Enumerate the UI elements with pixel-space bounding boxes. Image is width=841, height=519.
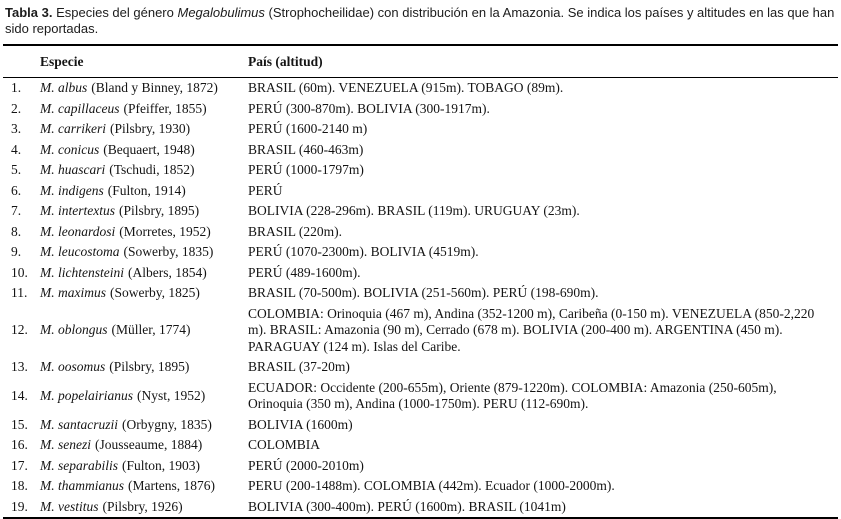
- table-row: [3, 181, 838, 202]
- species-cell: [40, 140, 248, 161]
- row-number: 16.: [11, 437, 28, 452]
- country-altitude-cell: PERÚ: [248, 182, 283, 198]
- row-number: 9.: [11, 244, 22, 259]
- country-altitude-cell: BOLIVIA (228-296m). BRASIL (119m). URUGUAY (23m).: [248, 203, 580, 218]
- row-number: 4.: [11, 141, 22, 157]
- column-header-pais: País (altitud): [248, 45, 838, 78]
- species-author: (Fulton, 1914): [107, 182, 186, 198]
- species-author: (Martens, 1876): [128, 478, 215, 493]
- row-number: 14.: [11, 387, 28, 403]
- species-name: M. intertextus: [40, 203, 115, 218]
- table-row: [3, 78, 838, 99]
- row-number: 6.: [11, 182, 22, 198]
- species-cell: [40, 99, 248, 120]
- table-row: [3, 476, 838, 497]
- species-name: M. vestitus: [40, 498, 99, 514]
- country-altitude-cell: ECUADOR: Occidente (200-655m), Oriente (879-1220m). COLOMBIA: Amazonia (250-605m), Orinoquia (350 m), Andina (1000-1750m). PERU (112-690m).: [248, 379, 777, 411]
- species-author: (Albers, 1854): [127, 264, 207, 280]
- table-row: [3, 497, 838, 519]
- species-author: (Tschudi, 1852): [109, 162, 195, 177]
- table-row: [3, 119, 838, 140]
- table-row: [3, 222, 838, 243]
- species-cell: [40, 497, 248, 519]
- caption-text-after: (Strophocheilidae) con distribución en la Amazonia. Se indica los países y altitudes en las que han sido reportadas.: [5, 5, 835, 36]
- species-name: M. huascari: [40, 162, 106, 177]
- table-row: [3, 304, 838, 358]
- row-number: 18.: [11, 478, 28, 493]
- table-row: [3, 140, 838, 161]
- species-cell: [40, 378, 248, 415]
- species-cell: [40, 242, 248, 263]
- species-author: (Sowerby, 1835): [123, 244, 214, 259]
- species-name: M. popelairianus: [40, 387, 133, 403]
- species-cell: [40, 357, 248, 378]
- row-number: 8.: [11, 223, 22, 239]
- species-author: (Jousseaume, 1884): [95, 437, 203, 452]
- species-name: M. oosomus: [40, 359, 106, 374]
- species-name: M. santacruzii: [40, 416, 119, 432]
- country-altitude-cell: BRASIL (70-500m). BOLIVIA (251-560m). PERÚ (198-690m).: [248, 285, 599, 300]
- species-author: (Bequaert, 1948): [103, 141, 195, 157]
- species-name: M. albus: [40, 80, 88, 95]
- species-name: M. maximus: [40, 285, 106, 300]
- column-header-number: [3, 45, 40, 78]
- country-altitude-cell: BRASIL (460-463m): [248, 141, 364, 157]
- row-number: 5.: [11, 162, 22, 177]
- species-author: (Pilsbry, 1926): [102, 498, 183, 514]
- country-altitude-cell: PERÚ (2000-2010m): [248, 457, 364, 473]
- column-header-especie: Especie: [40, 45, 248, 78]
- table-body: [3, 78, 838, 519]
- country-altitude-cell: BOLIVIA (300-400m). PERÚ (1600m). BRASIL (1041m): [248, 498, 566, 514]
- species-author: (Pilsbry, 1895): [109, 359, 190, 374]
- row-number: 13.: [11, 359, 28, 374]
- species-author: (Pilsbry, 1895): [118, 203, 200, 218]
- species-name: M. leonardosi: [40, 223, 116, 239]
- species-name: M. separabilis: [40, 457, 119, 473]
- species-author: (Morretes, 1952): [119, 223, 211, 239]
- row-number: 15.: [11, 416, 28, 432]
- country-altitude-cell: BRASIL (37-20m): [248, 359, 350, 374]
- species-cell: [40, 304, 248, 358]
- species-cell: [40, 78, 248, 99]
- species-name: M. senezi: [40, 437, 91, 452]
- table-row: [3, 435, 838, 456]
- table-row: [3, 263, 838, 284]
- country-altitude-cell: PERÚ (489-1600m).: [248, 264, 361, 280]
- country-altitude-cell: COLOMBIA: Orinoquia (467 m), Andina (352-1200 m), Caribeña (0-150 m). VENEZUELA (850-2,220 m). BRASIL: Amazonia (90 m), Cerrado (678 m). BOLIVIA (200-400 m). ARGENTINA (450 m). PARAGUAY (124 m). Islas del Caribe.: [248, 305, 815, 354]
- species-cell: [40, 119, 248, 140]
- row-number: 10.: [11, 264, 28, 280]
- species-cell: [40, 283, 248, 304]
- table-header: [3, 45, 838, 78]
- species-name: M. capillaceus: [40, 100, 120, 116]
- species-cell: [40, 435, 248, 456]
- species-author: (Fulton, 1903): [122, 457, 201, 473]
- species-cell: [40, 263, 248, 284]
- caption-genus-name: Megalobulimus: [177, 5, 265, 20]
- species-name: M. indigens: [40, 182, 104, 198]
- species-cell: [40, 201, 248, 222]
- table-row: [3, 357, 838, 378]
- species-distribution-table: [3, 44, 838, 519]
- table-row: [3, 99, 838, 120]
- country-altitude-cell: PERU (200-1488m). COLOMBIA (442m). Ecuador (1000-2000m).: [248, 478, 615, 493]
- row-number: 3.: [11, 121, 22, 136]
- species-cell: [40, 456, 248, 477]
- table-row: [3, 160, 838, 181]
- species-cell: [40, 181, 248, 202]
- country-altitude-cell: COLOMBIA: [248, 437, 321, 452]
- row-number: 1.: [11, 80, 22, 95]
- table-caption: [5, 5, 836, 37]
- species-name: M. lichtensteini: [40, 264, 124, 280]
- row-number: 7.: [11, 203, 22, 218]
- table-row: [3, 378, 838, 415]
- species-name: M. leucostoma: [40, 244, 120, 259]
- species-author: (Pfeiffer, 1855): [123, 100, 207, 116]
- species-cell: [40, 415, 248, 436]
- header-row: [3, 45, 838, 78]
- species-name: M. carrikeri: [40, 121, 106, 136]
- species-cell: [40, 476, 248, 497]
- country-altitude-cell: BOLIVIA (1600m): [248, 416, 353, 432]
- species-name: M. thammianus: [40, 478, 124, 493]
- country-altitude-cell: PERÚ (300-870m). BOLIVIA (300-1917m).: [248, 100, 490, 116]
- table-row: [3, 456, 838, 477]
- species-author: (Nyst, 1952): [137, 387, 206, 403]
- row-number: 2.: [11, 100, 22, 116]
- table-row: [3, 201, 838, 222]
- caption-text-before: Especies del género: [52, 5, 178, 20]
- table-row: [3, 242, 838, 263]
- species-author: (Bland y Binney, 1872): [91, 80, 218, 95]
- table-row: [3, 283, 838, 304]
- row-number: 17.: [11, 457, 28, 473]
- row-number: 12.: [11, 322, 28, 337]
- country-altitude-cell: PERÚ (1600-2140 m): [248, 121, 368, 136]
- species-name: M. conicus: [40, 141, 100, 157]
- table-row: [3, 415, 838, 436]
- species-author: (Müller, 1774): [111, 322, 191, 337]
- row-number: 11.: [11, 285, 28, 300]
- species-cell: [40, 222, 248, 243]
- species-cell: [40, 160, 248, 181]
- country-altitude-cell: BRASIL (220m).: [248, 223, 342, 239]
- caption-label: Tabla 3.: [5, 5, 53, 20]
- country-altitude-cell: BRASIL (60m). VENEZUELA (915m). TOBAGO (89m).: [248, 80, 564, 95]
- species-name: M. oblongus: [40, 322, 108, 337]
- country-altitude-cell: PERÚ (1070-2300m). BOLIVIA (4519m).: [248, 244, 479, 259]
- species-author: (Pilsbry, 1930): [109, 121, 191, 136]
- country-altitude-cell: PERÚ (1000-1797m): [248, 162, 364, 177]
- species-author: (Sowerby, 1825): [110, 285, 200, 300]
- species-author: (Orbygny, 1835): [122, 416, 212, 432]
- row-number: 19.: [11, 498, 28, 514]
